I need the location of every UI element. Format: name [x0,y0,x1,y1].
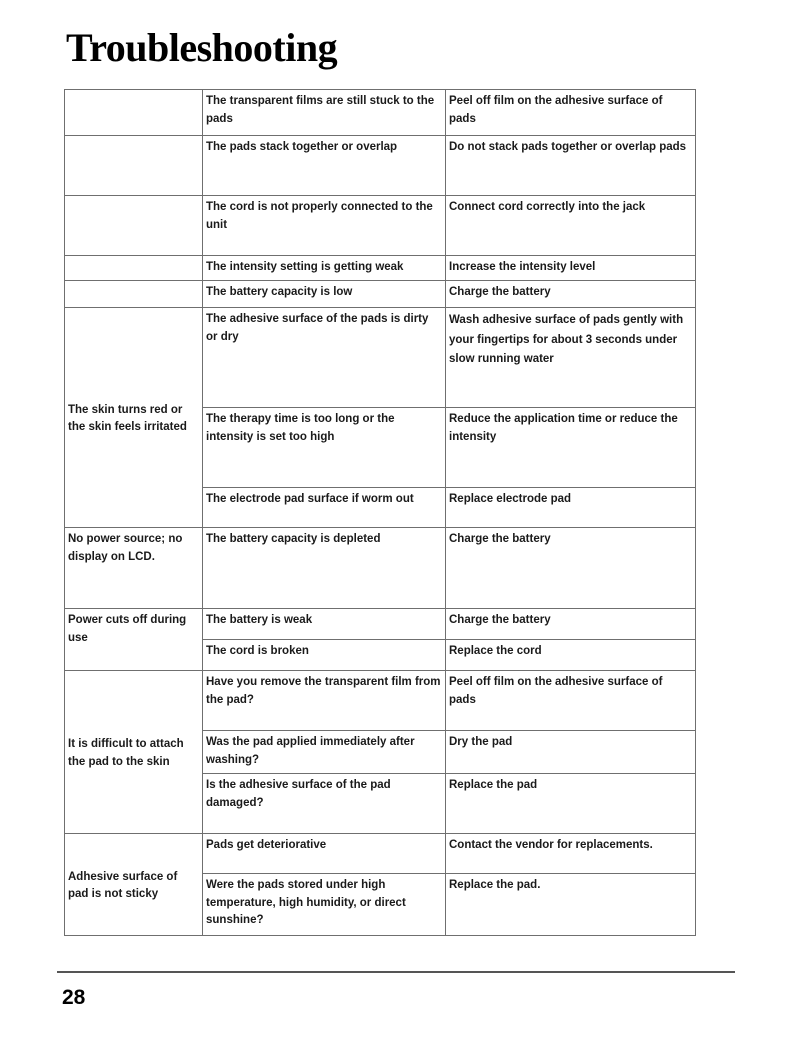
problem-cell: No power source; no display on LCD. [65,528,203,609]
cause-cell: The electrode pad surface if worm out [203,488,446,528]
table-row [65,528,696,609]
cause-cell: Have you remove the transparent film from the pad? [203,671,446,731]
problem-cell: Adhesive surface of pad is not sticky [65,834,203,936]
troubleshooting-table [64,89,696,936]
problem-cell: It is difficult to attach the pad to the skin [65,671,203,834]
solution-cell: Dry the pad [446,731,696,774]
table-row [65,671,696,731]
table-row [65,196,696,256]
cause-cell: The cord is not properly connected to the unit [203,196,446,256]
table-row [65,90,696,136]
table-row [65,281,696,308]
solution-cell: Do not stack pads together or overlap pads [446,136,696,196]
solution-cell: Reduce the application time or reduce the intensity [446,408,696,488]
cause-cell: The battery is weak [203,609,446,640]
problem-cell [65,281,203,308]
problem-cell [65,90,203,136]
cause-cell: Was the pad applied immediately after washing? [203,731,446,774]
solution-cell: Replace the pad [446,774,696,834]
solution-cell: Connect cord correctly into the jack [446,196,696,256]
cause-cell: The adhesive surface of the pads is dirty or dry [203,308,446,408]
problem-cell [65,196,203,256]
solution-cell: Replace the pad. [446,874,696,936]
cause-cell: The therapy time is too long or the intensity is set too high [203,408,446,488]
footer-divider [57,971,735,973]
cause-cell: The pads stack together or overlap [203,136,446,196]
problem-cell [65,136,203,196]
solution-cell: Replace the cord [446,640,696,671]
cause-cell: The intensity setting is getting weak [203,256,446,281]
cause-cell: Were the pads stored under high temperature, high humidity, or direct sunshine? [203,874,446,936]
solution-cell: Charge the battery [446,528,696,609]
table-row [65,136,696,196]
page-number: 28 [62,986,86,1009]
cause-cell: The battery capacity is depleted [203,528,446,609]
solution-cell: Peel off film on the adhesive surface of pads [446,90,696,136]
solution-cell: Peel off film on the adhesive surface of pads [446,671,696,731]
problem-cell: The skin turns red or the skin feels irritated [65,308,203,528]
cause-cell: The battery capacity is low [203,281,446,308]
cause-cell: Pads get deteriorative [203,834,446,874]
solution-cell: Wash adhesive surface of pads gently with your fingertips for about 3 seconds under slow running water [446,308,696,408]
solution-cell: Charge the battery [446,609,696,640]
cause-cell: The transparent films are still stuck to the pads [203,90,446,136]
table-row [65,834,696,874]
solution-cell: Replace electrode pad [446,488,696,528]
table-row [65,308,696,408]
table-row [65,609,696,640]
table-row [65,256,696,281]
solution-cell: Contact the vendor for replacements. [446,834,696,874]
cause-cell: The cord is broken [203,640,446,671]
solution-cell: Charge the battery [446,281,696,308]
problem-cell [65,256,203,281]
solution-cell: Increase the intensity level [446,256,696,281]
page-title: Troubleshooting [66,25,338,70]
problem-cell: Power cuts off during use [65,609,203,671]
cause-cell: Is the adhesive surface of the pad damaged? [203,774,446,834]
